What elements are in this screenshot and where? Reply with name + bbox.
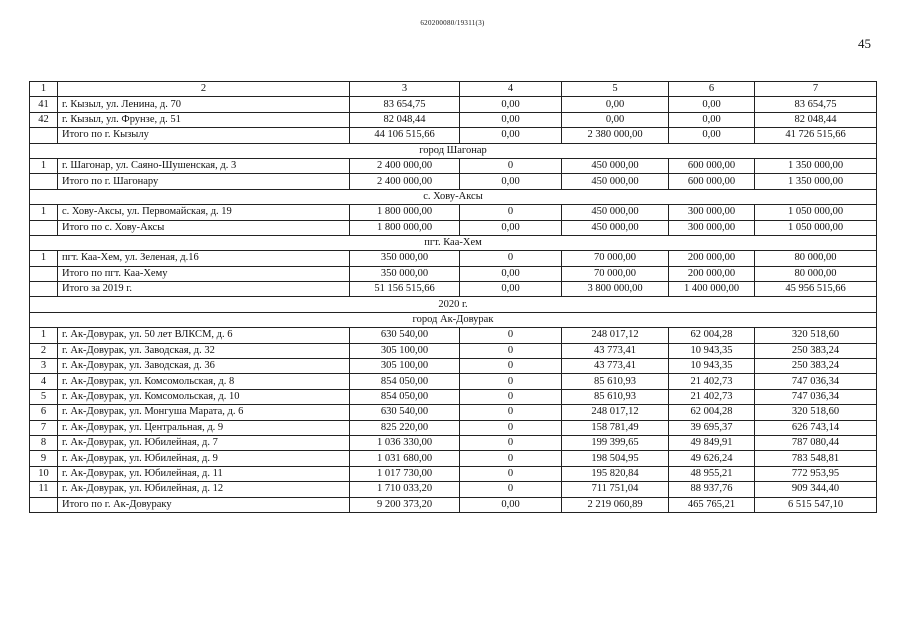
value-col3: 854 050,00: [350, 389, 460, 404]
value-col3: 854 050,00: [350, 374, 460, 389]
value-col7: 783 548,81: [755, 451, 877, 466]
value-col4: 0,00: [460, 220, 562, 235]
section-label: 2020 г.: [30, 297, 877, 312]
value-col7: 1 050 000,00: [755, 220, 877, 235]
header-cell: 6: [669, 82, 755, 97]
table-row: [30, 251, 877, 266]
row-number: [30, 128, 58, 143]
value-col6: 300 000,00: [669, 220, 755, 235]
value-col6: 200 000,00: [669, 251, 755, 266]
row-number: [30, 266, 58, 281]
value-col3: 305 100,00: [350, 343, 460, 358]
value-col7: 320 518,60: [755, 405, 877, 420]
table-row: [30, 328, 877, 343]
value-col4: 0: [460, 328, 562, 343]
value-col4: 0,00: [460, 97, 562, 112]
address-cell: г. Ак-Довурак, ул. Юбилейная, д. 11: [58, 466, 350, 481]
value-col4: 0: [460, 374, 562, 389]
row-number: 9: [30, 451, 58, 466]
value-col5: 198 504,95: [562, 451, 669, 466]
value-col3: 82 048,44: [350, 112, 460, 127]
value-col3: 305 100,00: [350, 359, 460, 374]
value-col6: 21 402,73: [669, 374, 755, 389]
total-row: [30, 220, 877, 235]
value-col4: 0: [460, 420, 562, 435]
value-col5: 450 000,00: [562, 158, 669, 173]
value-col3: 83 654,75: [350, 97, 460, 112]
value-col6: 62 004,28: [669, 328, 755, 343]
table-row: [30, 359, 877, 374]
section-header-row: [30, 312, 877, 327]
section-label: пгт. Каа-Хем: [30, 235, 877, 250]
table-row: [30, 466, 877, 481]
table-row: [30, 343, 877, 358]
address-cell: пгт. Каа-Хем, ул. Зеленая, д.16: [58, 251, 350, 266]
table-row: [30, 405, 877, 420]
header-row: [30, 82, 877, 97]
header-cell: 2: [58, 82, 350, 97]
table-row: [30, 205, 877, 220]
value-col5: 450 000,00: [562, 174, 669, 189]
value-col4: 0: [460, 435, 562, 450]
value-col4: 0: [460, 158, 562, 173]
value-col3: 825 220,00: [350, 420, 460, 435]
value-col7: 747 036,34: [755, 374, 877, 389]
address-cell: Итого по г. Ак-Довураку: [58, 497, 350, 512]
address-cell: Итого по пгт. Каа-Хему: [58, 266, 350, 281]
address-cell: г. Ак-Довурак, ул. Комсомольская, д. 8: [58, 374, 350, 389]
address-cell: г. Шагонар, ул. Саяно-Шушенская, д. 3: [58, 158, 350, 173]
value-col3: 630 540,00: [350, 328, 460, 343]
value-col4: 0: [460, 359, 562, 374]
address-cell: г. Кызыл, ул. Ленина, д. 70: [58, 97, 350, 112]
row-number: 3: [30, 359, 58, 374]
address-cell: Итого за 2019 г.: [58, 282, 350, 297]
value-col6: 10 943,35: [669, 359, 755, 374]
value-col4: 0: [460, 466, 562, 481]
value-col5: 711 751,04: [562, 482, 669, 497]
value-col6: 49 626,24: [669, 451, 755, 466]
value-col5: 248 017,12: [562, 328, 669, 343]
row-number: 41: [30, 97, 58, 112]
table-row: [30, 374, 877, 389]
address-cell: с. Хову-Аксы, ул. Первомайская, д. 19: [58, 205, 350, 220]
address-cell: г. Ак-Довурак, ул. Заводская, д. 32: [58, 343, 350, 358]
value-col6: 62 004,28: [669, 405, 755, 420]
table-row: [30, 158, 877, 173]
row-number: [30, 497, 58, 512]
table-row: [30, 389, 877, 404]
value-col3: 44 106 515,66: [350, 128, 460, 143]
value-col6: 10 943,35: [669, 343, 755, 358]
page-number: 45: [858, 36, 871, 51]
value-col5: 248 017,12: [562, 405, 669, 420]
row-number: 8: [30, 435, 58, 450]
value-col6: 49 849,91: [669, 435, 755, 450]
address-cell: г. Ак-Довурак, ул. Юбилейная, д. 7: [58, 435, 350, 450]
value-col7: 772 953,95: [755, 466, 877, 481]
value-col7: 82 048,44: [755, 112, 877, 127]
value-col6: 39 695,37: [669, 420, 755, 435]
value-col4: 0,00: [460, 112, 562, 127]
header-cell: 4: [460, 82, 562, 97]
value-col5: 85 610,93: [562, 374, 669, 389]
header-cell: 7: [755, 82, 877, 97]
header-cell: 3: [350, 82, 460, 97]
table-row: [30, 482, 877, 497]
value-col7: 747 036,34: [755, 389, 877, 404]
header-cell: 1: [30, 82, 58, 97]
section-label: город Ак-Довурак: [30, 312, 877, 327]
value-col7: 80 000,00: [755, 266, 877, 281]
value-col7: 6 515 547,10: [755, 497, 877, 512]
table-row: [30, 420, 877, 435]
address-cell: г. Кызыл, ул. Фрунзе, д. 51: [58, 112, 350, 127]
value-col5: 70 000,00: [562, 266, 669, 281]
value-col7: 1 350 000,00: [755, 158, 877, 173]
value-col4: 0: [460, 343, 562, 358]
value-col5: 450 000,00: [562, 205, 669, 220]
value-col7: 41 726 515,66: [755, 128, 877, 143]
total-row: [30, 128, 877, 143]
value-col6: 1 400 000,00: [669, 282, 755, 297]
value-col7: 45 956 515,66: [755, 282, 877, 297]
row-number: 10: [30, 466, 58, 481]
section-header-row: [30, 143, 877, 158]
row-number: 1: [30, 158, 58, 173]
row-number: 5: [30, 389, 58, 404]
section-label: город Шагонар: [30, 143, 877, 158]
value-col4: 0: [460, 405, 562, 420]
value-col5: 2 380 000,00: [562, 128, 669, 143]
data-table: [29, 81, 877, 513]
value-col6: 48 955,21: [669, 466, 755, 481]
header-cell: 5: [562, 82, 669, 97]
value-col3: 350 000,00: [350, 266, 460, 281]
row-number: 1: [30, 251, 58, 266]
value-col7: 626 743,14: [755, 420, 877, 435]
row-number: 11: [30, 482, 58, 497]
value-col4: 0,00: [460, 128, 562, 143]
address-cell: г. Ак-Довурак, ул. Монгуша Марата, д. 6: [58, 405, 350, 420]
value-col6: 300 000,00: [669, 205, 755, 220]
total-row: [30, 497, 877, 512]
value-col5: 450 000,00: [562, 220, 669, 235]
value-col5: 2 219 060,89: [562, 497, 669, 512]
value-col7: 1 050 000,00: [755, 205, 877, 220]
value-col3: 1 800 000,00: [350, 205, 460, 220]
address-cell: г. Ак-Довурак, ул. 50 лет ВЛКСМ, д. 6: [58, 328, 350, 343]
value-col6: 600 000,00: [669, 174, 755, 189]
row-number: [30, 282, 58, 297]
value-col4: 0: [460, 482, 562, 497]
value-col4: 0,00: [460, 282, 562, 297]
value-col3: 51 156 515,66: [350, 282, 460, 297]
value-col3: 1 031 680,00: [350, 451, 460, 466]
row-number: 2: [30, 343, 58, 358]
value-col4: 0,00: [460, 497, 562, 512]
value-col4: 0,00: [460, 266, 562, 281]
value-col3: 630 540,00: [350, 405, 460, 420]
value-col5: 0,00: [562, 112, 669, 127]
value-col4: 0: [460, 205, 562, 220]
value-col5: 0,00: [562, 97, 669, 112]
value-col7: 320 518,60: [755, 328, 877, 343]
value-col3: 2 400 000,00: [350, 158, 460, 173]
address-cell: Итого по г. Кызылу: [58, 128, 350, 143]
row-number: [30, 220, 58, 235]
value-col7: 80 000,00: [755, 251, 877, 266]
value-col3: 1 710 033,20: [350, 482, 460, 497]
value-col4: 0,00: [460, 174, 562, 189]
address-cell: г. Ак-Довурак, ул. Комсомольская, д. 10: [58, 389, 350, 404]
value-col5: 43 773,41: [562, 359, 669, 374]
value-col6: 465 765,21: [669, 497, 755, 512]
table-row: [30, 451, 877, 466]
value-col6: 21 402,73: [669, 389, 755, 404]
row-number: 42: [30, 112, 58, 127]
value-col5: 3 800 000,00: [562, 282, 669, 297]
value-col6: 0,00: [669, 128, 755, 143]
section-header-row: [30, 235, 877, 250]
address-cell: г. Ак-Довурак, ул. Центральная, д. 9: [58, 420, 350, 435]
row-number: 6: [30, 405, 58, 420]
value-col5: 43 773,41: [562, 343, 669, 358]
table-body: [30, 82, 877, 513]
address-cell: г. Ак-Довурак, ул. Заводская, д. 36: [58, 359, 350, 374]
value-col3: 1 017 730,00: [350, 466, 460, 481]
section-header-row: [30, 297, 877, 312]
value-col5: 85 610,93: [562, 389, 669, 404]
total-row: [30, 174, 877, 189]
value-col6: 0,00: [669, 112, 755, 127]
document-code: 620200080/19311(3): [420, 19, 485, 27]
value-col3: 2 400 000,00: [350, 174, 460, 189]
address-cell: г. Ак-Довурак, ул. Юбилейная, д. 12: [58, 482, 350, 497]
value-col6: 0,00: [669, 97, 755, 112]
value-col7: 909 344,40: [755, 482, 877, 497]
value-col6: 600 000,00: [669, 158, 755, 173]
value-col3: 350 000,00: [350, 251, 460, 266]
value-col5: 70 000,00: [562, 251, 669, 266]
total-row: [30, 282, 877, 297]
row-number: 1: [30, 205, 58, 220]
address-cell: Итого по г. Шагонару: [58, 174, 350, 189]
value-col4: 0: [460, 389, 562, 404]
value-col6: 200 000,00: [669, 266, 755, 281]
value-col7: 1 350 000,00: [755, 174, 877, 189]
value-col3: 1 036 330,00: [350, 435, 460, 450]
row-number: [30, 174, 58, 189]
value-col3: 9 200 373,20: [350, 497, 460, 512]
address-cell: г. Ак-Довурак, ул. Юбилейная, д. 9: [58, 451, 350, 466]
value-col5: 158 781,49: [562, 420, 669, 435]
value-col4: 0: [460, 251, 562, 266]
value-col4: 0: [460, 451, 562, 466]
section-header-row: [30, 189, 877, 204]
table-row: [30, 97, 877, 112]
value-col5: 199 399,65: [562, 435, 669, 450]
row-number: 4: [30, 374, 58, 389]
address-cell: Итого по с. Хову-Аксы: [58, 220, 350, 235]
value-col7: 250 383,24: [755, 359, 877, 374]
section-label: с. Хову-Аксы: [30, 189, 877, 204]
value-col7: 83 654,75: [755, 97, 877, 112]
total-row: [30, 266, 877, 281]
table-row: [30, 112, 877, 127]
value-col6: 88 937,76: [669, 482, 755, 497]
value-col3: 1 800 000,00: [350, 220, 460, 235]
value-col7: 787 080,44: [755, 435, 877, 450]
row-number: 1: [30, 328, 58, 343]
table-row: [30, 435, 877, 450]
value-col5: 195 820,84: [562, 466, 669, 481]
row-number: 7: [30, 420, 58, 435]
value-col7: 250 383,24: [755, 343, 877, 358]
